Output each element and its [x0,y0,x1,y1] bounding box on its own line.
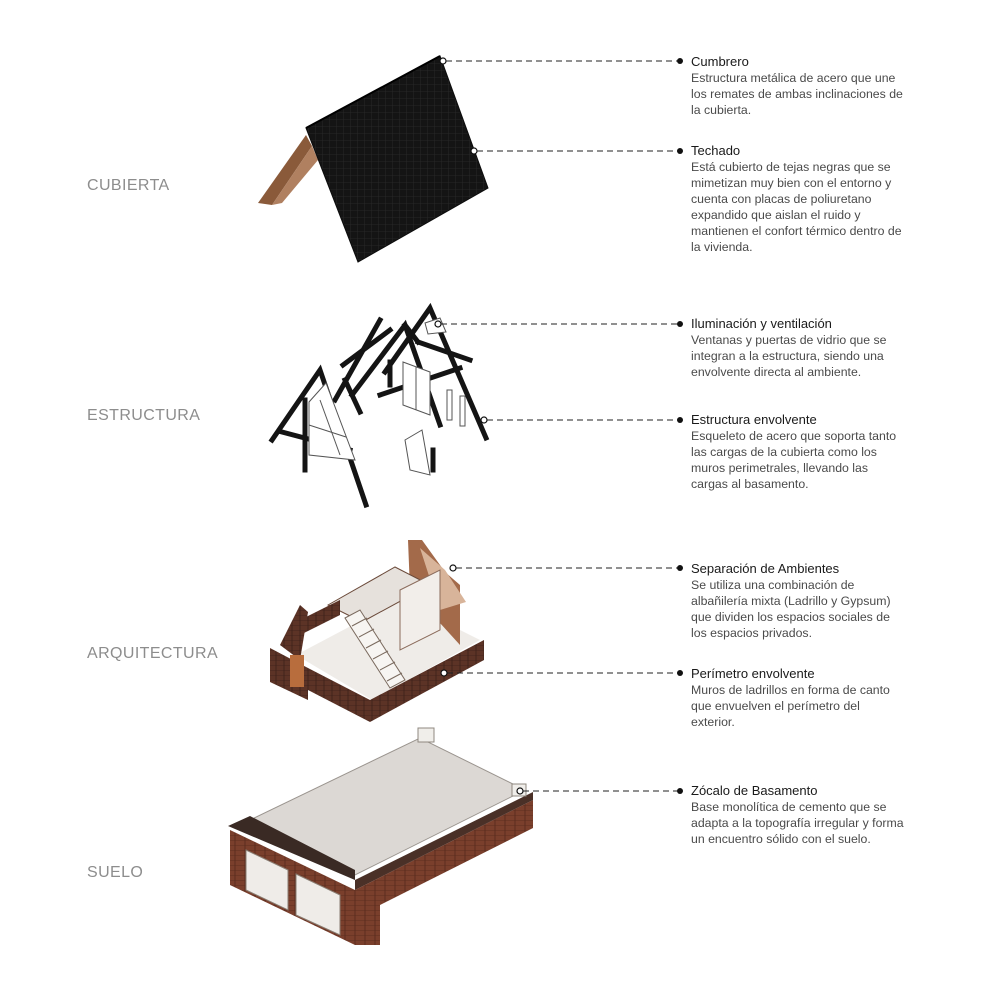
base-corner-block-a [418,728,434,742]
annotation-body: Está cubierto de tejas negras que se mimetizan muy bien con el entorno y cuenta con placas de poliuretano expandido que aislan el ruido y mantienen el confort térmico dentro de la vivienda. [691,160,902,254]
annotation-title: Perímetro envolvente [691,666,815,681]
section-label-arquitectura: ARQUITECTURA [87,645,219,662]
brick-wall-back [300,600,340,635]
structure-drawing [272,308,486,505]
annotation-techado [691,143,906,255]
annotation-body: Estructura metálica de acero que une los remates de ambas inclinaciones de la cubierta. [691,71,903,117]
leader-end-dots [677,58,683,794]
annotation-zocalo [691,783,906,847]
annotation-title: Techado [691,143,741,158]
annotation-title: Estructura envolvente [691,412,817,427]
roof-tiled-plane [306,56,488,262]
foundation-drawing [228,728,533,945]
annotation-title: Cumbrero [691,54,749,69]
annotation-body: Muros de ladrillos en forma de canto que envuelven el perímetro del exterior. [691,683,890,729]
annotation-body: Ventanas y puertas de vidrio que se integran a la estructura, siendo una envolvente directa al ambiente. [691,333,887,379]
structure-glazing [309,318,465,475]
annotation-body: Esqueleto de acero que soporta tanto las cargas de la cubierta como los muros perimetrales, llevando las cargas al basamento. [691,429,897,491]
roof-drawing [258,56,488,262]
base-slab-top [250,738,525,875]
annotation-separacion [691,561,906,641]
annotation-estructura-envolvente [691,412,906,492]
annotation-body: Se utiliza una combinación de albañilería mixta (Ladrillo y Gypsum) que dividen los espacios sociales de los espacios privados. [691,578,891,640]
annotation-title: Separación de Ambientes [691,561,840,576]
section-label-cubierta: CUBIERTA [87,177,170,194]
section-label-estructura: ESTRUCTURA [87,407,201,424]
annotation-body: Base monolítica de cemento que se adapta a la topografía irregular y forma un encuentro sólido con el suelo. [691,800,904,846]
annotation-cumbrero [691,54,906,118]
annotation-title: Zócalo de Basamento [691,783,818,798]
entry-door [290,655,304,687]
annotation-iluminacion [691,316,906,380]
annotation-title: Iluminación y ventilación [691,316,832,331]
section-label-suelo: SUELO [87,864,144,881]
annotation-perimetro [691,666,906,730]
